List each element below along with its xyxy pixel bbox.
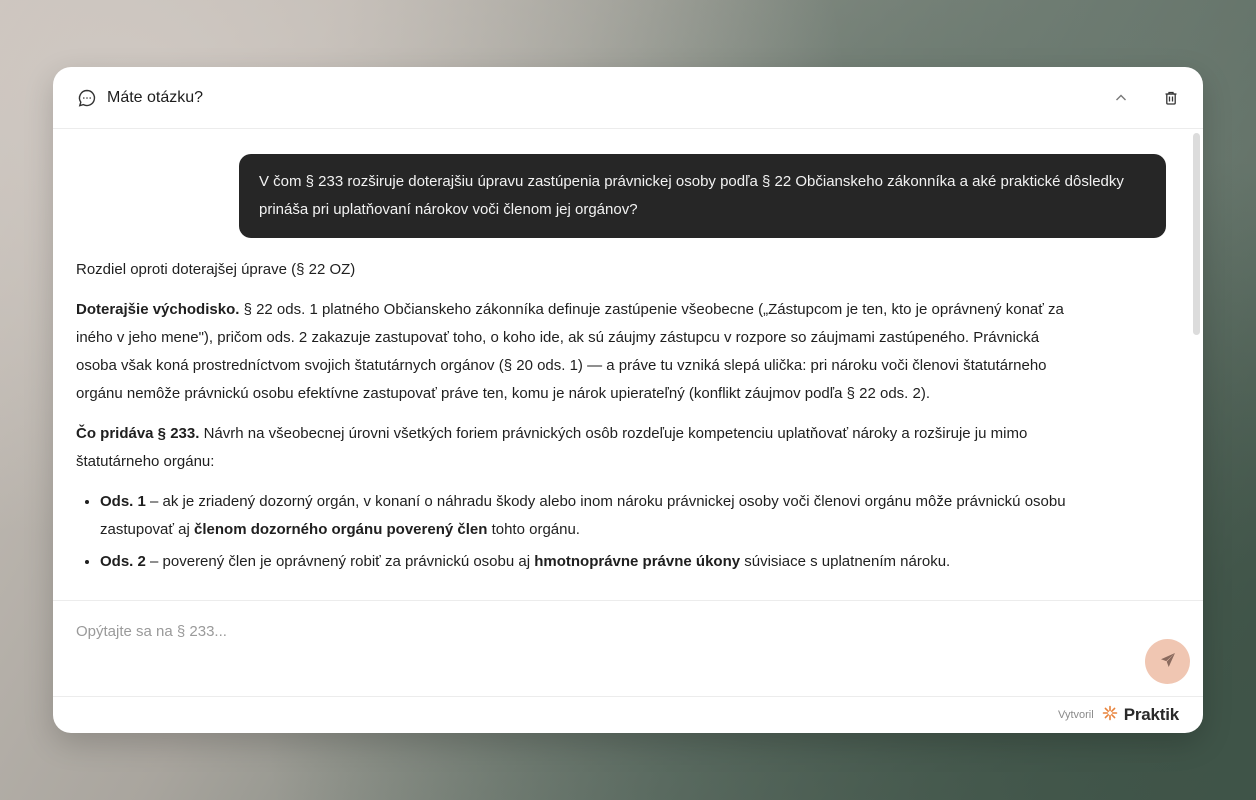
messages-area[interactable] bbox=[53, 130, 1203, 600]
list-item-text: – poverený člen je oprávnený robiť za právnickú osobu aj bbox=[145, 553, 535, 570]
footer bbox=[53, 696, 1203, 733]
header-actions bbox=[1111, 88, 1181, 108]
list-item-text: tohto orgánu. bbox=[487, 521, 580, 538]
made-by-label: Vytvoril bbox=[1058, 709, 1094, 721]
chat-header bbox=[53, 67, 1203, 129]
scrollbar-thumb[interactable] bbox=[1193, 133, 1200, 335]
paragraph-lead: Doterajšie východisko. bbox=[76, 301, 240, 318]
chat-panel bbox=[53, 67, 1203, 733]
list-item-lead: Ods. 2 bbox=[100, 553, 146, 570]
question-input[interactable] bbox=[76, 623, 1116, 663]
send-icon bbox=[1159, 651, 1177, 672]
answer-paragraph bbox=[76, 420, 1066, 476]
chat-title: Máte otázku? bbox=[107, 88, 204, 106]
header-title-wrap bbox=[77, 88, 203, 108]
user-message-bubble: V čom § 233 rozširuje doterajšiu úpravu zastúpenia právnickej osoby podľa § 22 Občianskeho zákonníka a aké praktické dôsledky prináša pri uplatňovaní nárokov voči členom jej orgánov? bbox=[239, 154, 1166, 238]
chevron-up-icon[interactable] bbox=[1111, 88, 1131, 108]
list-item-text: súvisiace s uplatnením nároku. bbox=[740, 553, 951, 570]
list-item-text: – ak je zriadený dozorný orgán, v konaní o náhradu škody alebo inom nároku právnickej osoby voči členovi orgánu môže právnickú osobu zastupovať aj bbox=[100, 493, 1066, 538]
chat-bubble-icon bbox=[77, 88, 97, 108]
paragraph-text: § 22 ods. 1 platného Občianskeho zákonníka definuje zastúpenie všeobecne („Zástupcom je ten, kto je oprávnený konať za iného v jeho mene"), pričom ods. 2 zakazuje zastupovať toho, o koho ide, ak sú záujmy zástupcu v rozpore so záujmami zastúpeného. Právnická osoba však koná prostredníctvom svojich štatutárnych orgánov (§ 20 ods. 1) — a práve tu vzniká slepá ulička: pri nároku voči členovi štatutárneho orgánu nemôže právnickú osobu efektívne zastupovať práve ten, komu je nárok upierateľný (konflikt záujmov podľa § 22 ods. 2). bbox=[76, 301, 1064, 402]
answer-heading: Rozdiel oproti doterajšej úprave (§ 22 OZ) bbox=[76, 261, 356, 278]
brand-name[interactable]: Praktik bbox=[1123, 705, 1179, 724]
answer-paragraph bbox=[76, 296, 1066, 408]
paragraph-lead: Čo pridáva § 233. bbox=[76, 425, 200, 442]
answer-list bbox=[100, 488, 1066, 576]
list-item-emphasis: hmotnoprávne právne úkony bbox=[534, 553, 741, 570]
praktik-logo-icon bbox=[1102, 705, 1118, 726]
list-item bbox=[100, 548, 1066, 576]
send-button[interactable] bbox=[1145, 639, 1190, 684]
input-area bbox=[53, 600, 1203, 696]
trash-icon[interactable] bbox=[1161, 88, 1181, 108]
list-item-lead: Ods. 1 bbox=[100, 493, 146, 510]
paragraph-text: Návrh na všeobecnej úrovni všetkých foriem právnických osôb rozdeľuje kompetenciu uplatňovať nároky a rozširuje ju mimo štatutárneho orgánu: bbox=[76, 425, 1028, 470]
assistant-answer bbox=[76, 256, 1066, 580]
list-item bbox=[100, 488, 1066, 544]
list-item-emphasis: členom dozorného orgánu poverený člen bbox=[194, 521, 488, 538]
